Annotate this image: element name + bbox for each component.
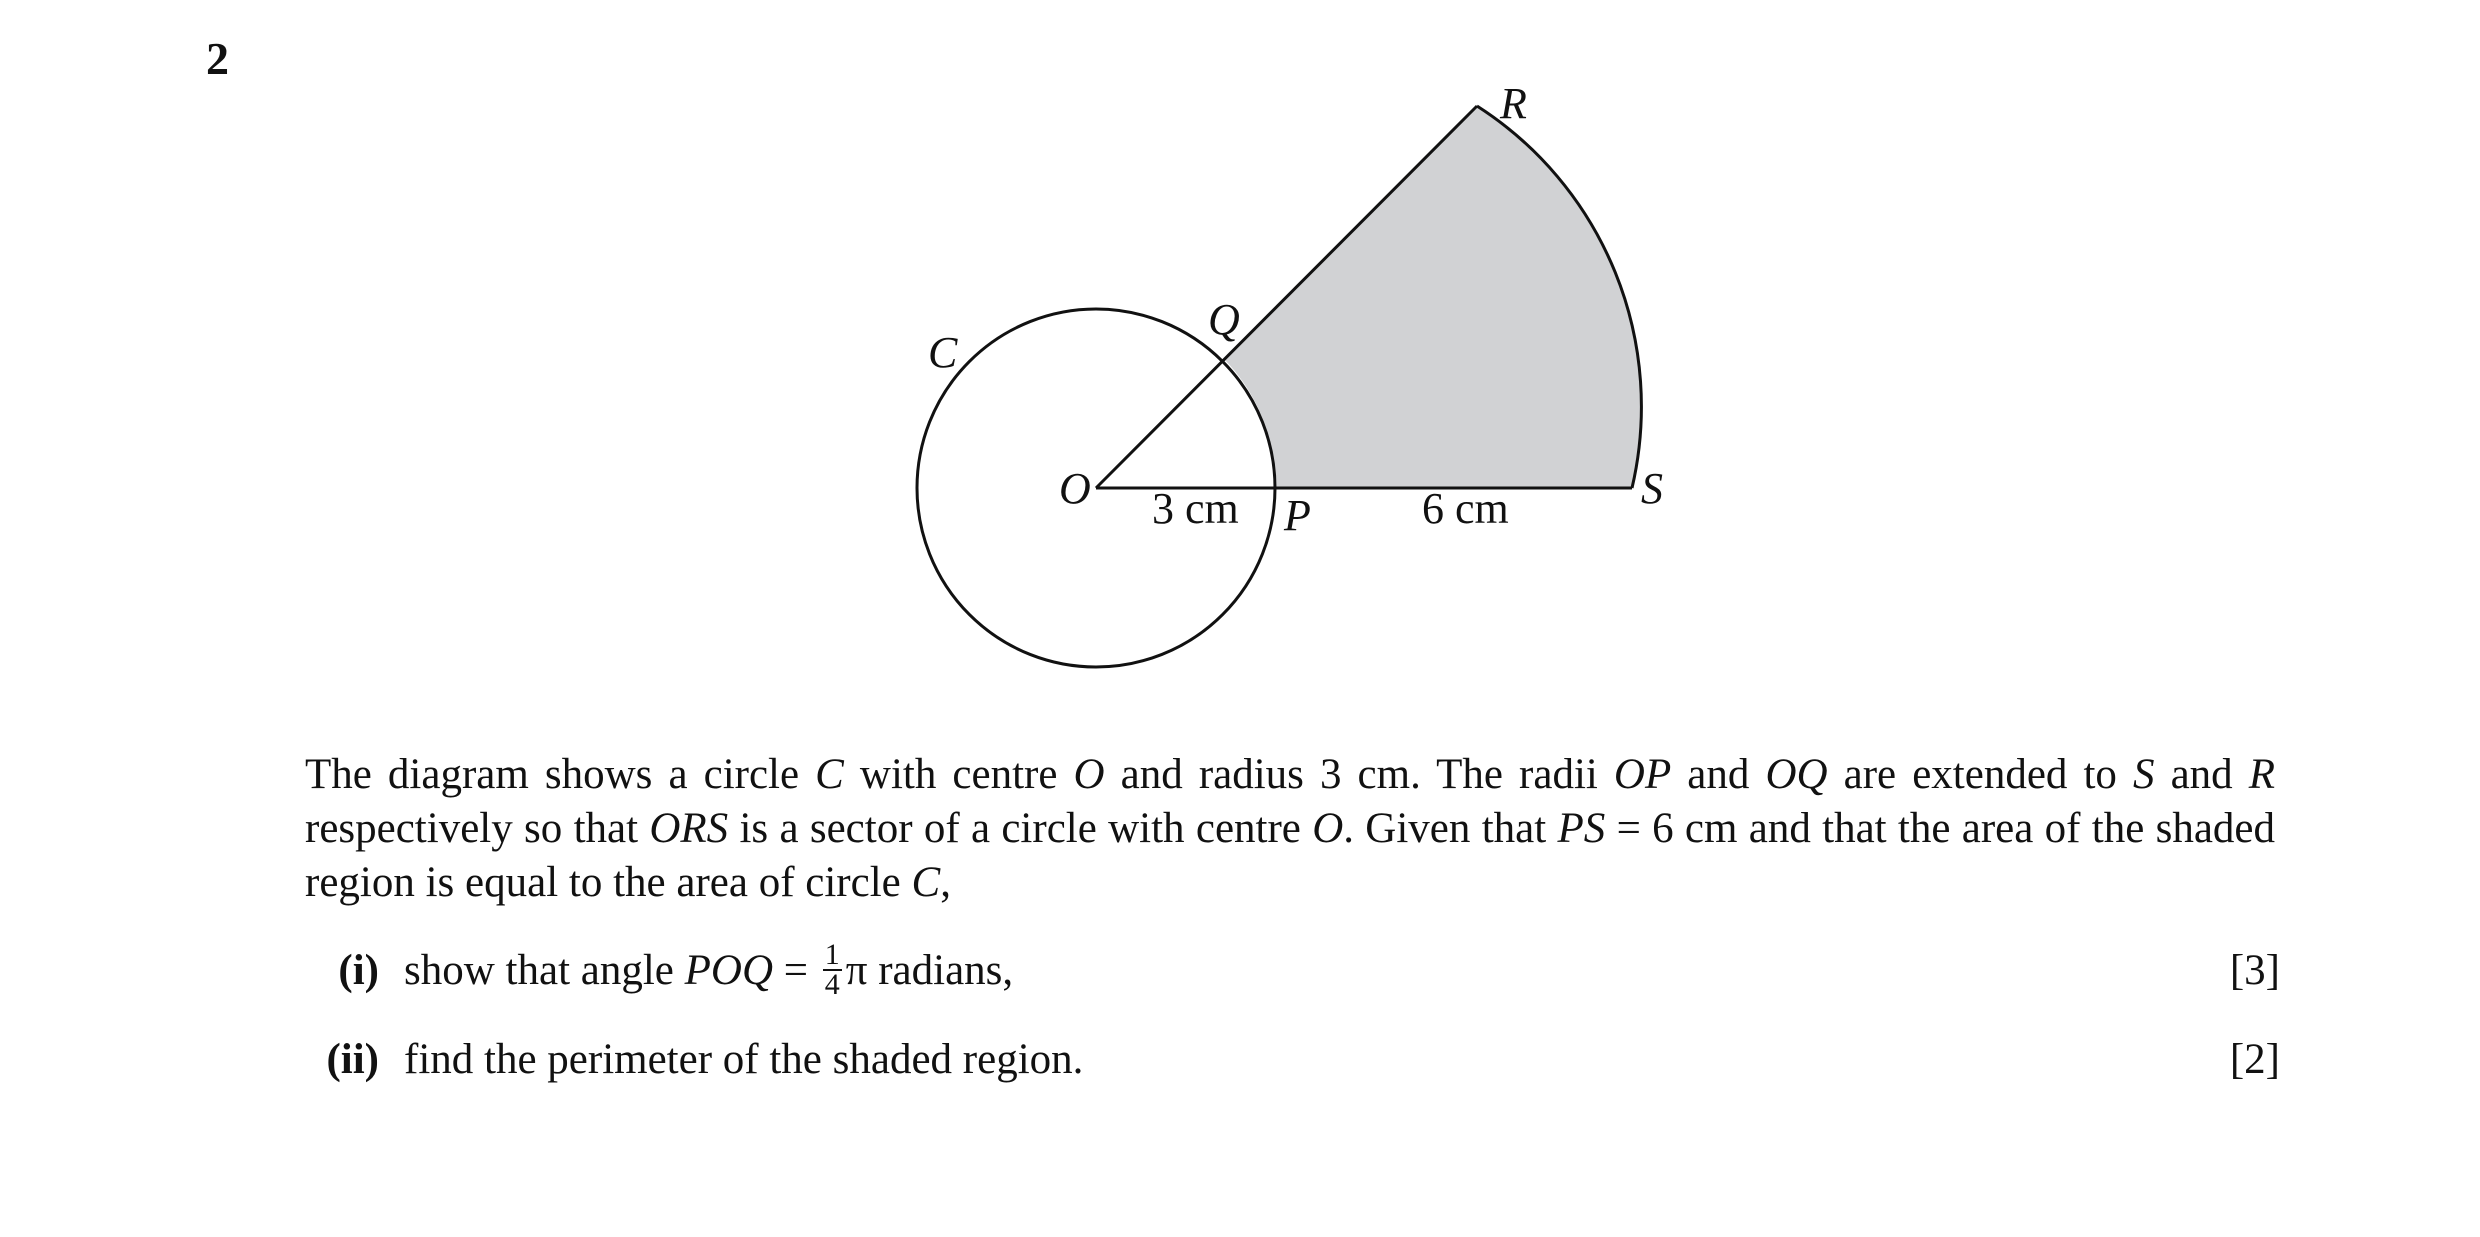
part-label: (i) [338, 947, 379, 994]
part-text: show that angle POQ = $\frac{1}{4}$ π radians, [404, 938, 1014, 1002]
marks: [3] [2229, 947, 2280, 994]
label-p: P [1284, 491, 1311, 540]
marks: [2] [2229, 1036, 2280, 1083]
label-ps-length: 6 cm [1422, 484, 1509, 533]
label-c: C [928, 328, 958, 377]
question-number: 2 [206, 33, 229, 84]
part-label: (ii) [326, 1036, 379, 1083]
label-q: Q [1208, 295, 1240, 344]
label-o: O [1059, 464, 1091, 513]
label-op-length: 3 cm [1152, 484, 1239, 533]
part-text: find the perimeter of the shaded region. [404, 1036, 1084, 1083]
question-stem: The diagram shows a circle C with centre O and radius 3 cm. The radii OP and OQ are extended to S and R respectively so that ORS is a sector of a circle with centre O. Given that PS = 6 cm and that the area of the shaded region is equal to the area of circle C, [305, 751, 2276, 906]
label-s: S [1641, 464, 1663, 513]
label-r: R [1500, 79, 1527, 128]
fraction: $\frac{1}{4}$ [824, 938, 840, 1002]
